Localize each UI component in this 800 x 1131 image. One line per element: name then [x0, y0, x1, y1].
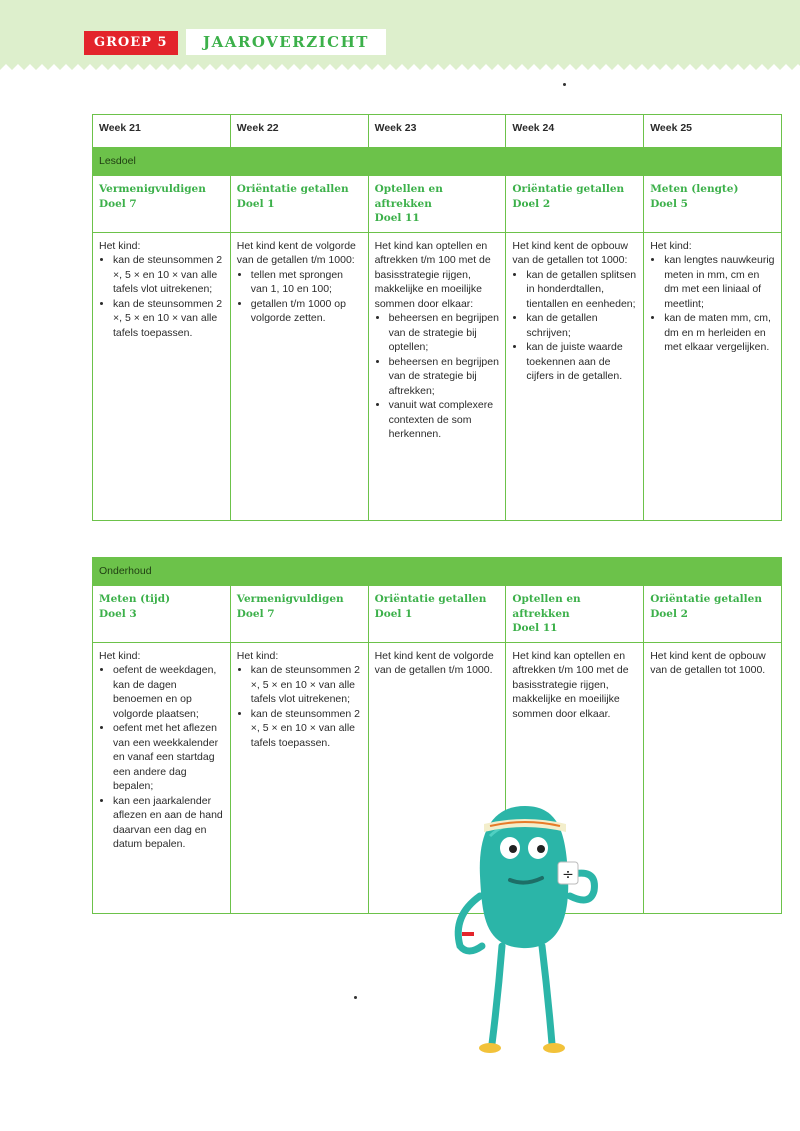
page-title: JAAROVERZICHT [186, 29, 386, 55]
band-cell [230, 148, 368, 176]
week-cell: Week 25 [644, 115, 782, 148]
cell-intro: Het kind kent de opbouw van de getallen tot 1000. [650, 649, 766, 676]
goal-doel: Doel 7 [236, 607, 275, 620]
lesdoel-label: Lesdoel [93, 148, 231, 176]
cell-intro: Het kind kan optellen en aftrekken t/m 100 met de basisstrategie rijgen, makkelijke en moeilijke sommen door elkaar: [374, 239, 491, 310]
goal-cell [506, 586, 644, 643]
cell-intro: Het kind kent de volgorde van de getallen t/m 1000: [236, 239, 356, 266]
speck [563, 83, 566, 86]
cell-intro: Het kind: [236, 649, 279, 662]
groep-badge: GROEP 5 [84, 31, 178, 55]
cell-intro: Het kind: [650, 239, 692, 252]
band-cell [644, 558, 782, 586]
goal-row [93, 586, 782, 643]
goal-title: Optellen en aftrekken [512, 593, 581, 620]
week-cell: Week 22 [230, 115, 368, 148]
goal-row [93, 176, 782, 233]
lesdoel-table [92, 114, 782, 521]
goal-cell [506, 176, 644, 233]
mascot-illustration [430, 796, 620, 1056]
header-zigzag [0, 62, 800, 80]
cell-intro: Het kind kent de opbouw van de getallen tot 1000: [512, 239, 628, 266]
bullet-item: • kan de steunsommen 2 ×, 5 × en 10 × van alle tafels vlot uitrekenen; [113, 253, 224, 297]
bullet-item: • beheersen en begrijpen van de strategie bij optellen; [389, 311, 500, 355]
lesdoel-band-row [93, 148, 782, 176]
goal-title: Vermenigvuldigen [236, 593, 344, 605]
bullet-item: • oefent de weekdagen, kan de dagen benoemen en op volgorde plaatsen; [113, 663, 224, 721]
bullet-item: • vanuit wat complexere contexten de som herkennen. [389, 398, 500, 442]
goal-cell [230, 176, 368, 233]
body-cell [230, 232, 368, 520]
band-cell [506, 148, 644, 176]
bullet-list [375, 311, 500, 442]
band-cell [506, 558, 644, 586]
goal-doel: Doel 11 [374, 212, 420, 224]
onderhoud-label: Onderhoud [93, 558, 231, 586]
bullet-item: • kan een jaarkalender aflezen en aan de hand daarvan een dag en datum bepalen. [113, 794, 224, 852]
bullet-item: • kan de getallen splitsen in honderdtallen, tientallen en eenheden; [526, 268, 637, 312]
goal-cell [368, 176, 506, 233]
goal-doel: Doel 5 [650, 197, 688, 210]
goal-cell [93, 176, 231, 233]
bullet-item: • getallen t/m 1000 op volgorde zetten. [251, 297, 362, 326]
band-cell [368, 148, 506, 176]
band-cell [230, 558, 368, 586]
goal-doel: Doel 1 [236, 197, 275, 210]
goal-doel: Doel 7 [99, 197, 137, 210]
body-cell [644, 642, 782, 913]
bullet-item: • kan de juiste waarde toekennen aan de cijfers in de getallen. [526, 340, 637, 384]
body-cell [368, 232, 506, 520]
bullet-item: • oefent met het aflezen van een weekkalender en vanaf een startdag een andere dag bepalen; [113, 721, 224, 794]
body-row [93, 232, 782, 520]
goal-cell [230, 586, 368, 643]
body-cell [506, 232, 644, 520]
goal-doel: Doel 11 [512, 622, 558, 634]
bullet-item: • kan de steunsommen 2 ×, 5 × en 10 × van alle tafels toepassen. [113, 297, 224, 341]
week-header-row [93, 115, 782, 148]
bullet-item: • kan de steunsommen 2 ×, 5 × en 10 × van alle tafels toepassen. [251, 707, 362, 751]
body-cell [93, 232, 231, 520]
speck [354, 996, 357, 999]
week-cell: Week 23 [368, 115, 506, 148]
week-cell: Week 24 [506, 115, 644, 148]
bullet-list [237, 663, 362, 750]
bullet-list [99, 253, 224, 340]
goal-title: Meten (lengte) [650, 183, 739, 195]
body-cell [230, 642, 368, 913]
goal-cell [368, 586, 506, 643]
onderhoud-band-row [93, 558, 782, 586]
band-cell [368, 558, 506, 586]
bullet-item: • kan de getallen schrijven; [526, 311, 637, 340]
bullet-list [237, 268, 362, 326]
cell-intro: Het kind kan optellen en aftrekken t/m 100 met de basisstrategie rijgen, makkelijke en moeilijke sommen door elkaar. [512, 649, 629, 720]
bullet-list [650, 253, 775, 355]
goal-doel: Doel 2 [650, 607, 688, 620]
goal-doel: Doel 1 [374, 607, 413, 620]
cell-intro: Het kind: [99, 239, 141, 252]
bullet-list [99, 663, 224, 852]
cell-intro: Het kind: [99, 649, 141, 662]
bullet-item: • kan lengtes nauwkeurig meten in mm, cm en dm met een liniaal of meetlint; [664, 253, 775, 311]
bullet-item: • kan de maten mm, cm, dm en m herleiden en met elkaar vergelijken. [664, 311, 775, 355]
goal-doel: Doel 3 [99, 607, 137, 620]
goal-title: Optellen en aftrekken [374, 183, 443, 210]
body-cell [644, 232, 782, 520]
bullet-item: • tellen met sprongen van 1, 10 en 100; [251, 268, 362, 297]
bullet-item: • kan de steunsommen 2 ×, 5 × en 10 × van alle tafels vlot uitrekenen; [251, 663, 362, 707]
goal-cell [644, 176, 782, 233]
goal-title: Vermenigvuldigen [99, 183, 206, 195]
week-cell: Week 21 [93, 115, 231, 148]
divide-sign-icon: ÷ [562, 867, 574, 883]
band-cell [644, 148, 782, 176]
goal-doel: Doel 2 [512, 197, 551, 210]
cell-intro: Het kind kent de volgorde van de getallen t/m 1000. [374, 649, 494, 676]
bullet-item: • beheersen en begrijpen van de strategie bij aftrekken; [389, 355, 500, 399]
goal-title: Oriëntatie getallen [374, 593, 487, 605]
goal-cell [93, 586, 231, 643]
body-cell [93, 642, 231, 913]
goal-cell [644, 586, 782, 643]
bullet-list [512, 268, 637, 384]
goal-title: Oriëntatie getallen [236, 183, 349, 195]
goal-title: Oriëntatie getallen [650, 593, 762, 605]
goal-title: Meten (tijd) [99, 593, 171, 605]
goal-title: Oriëntatie getallen [512, 183, 625, 195]
